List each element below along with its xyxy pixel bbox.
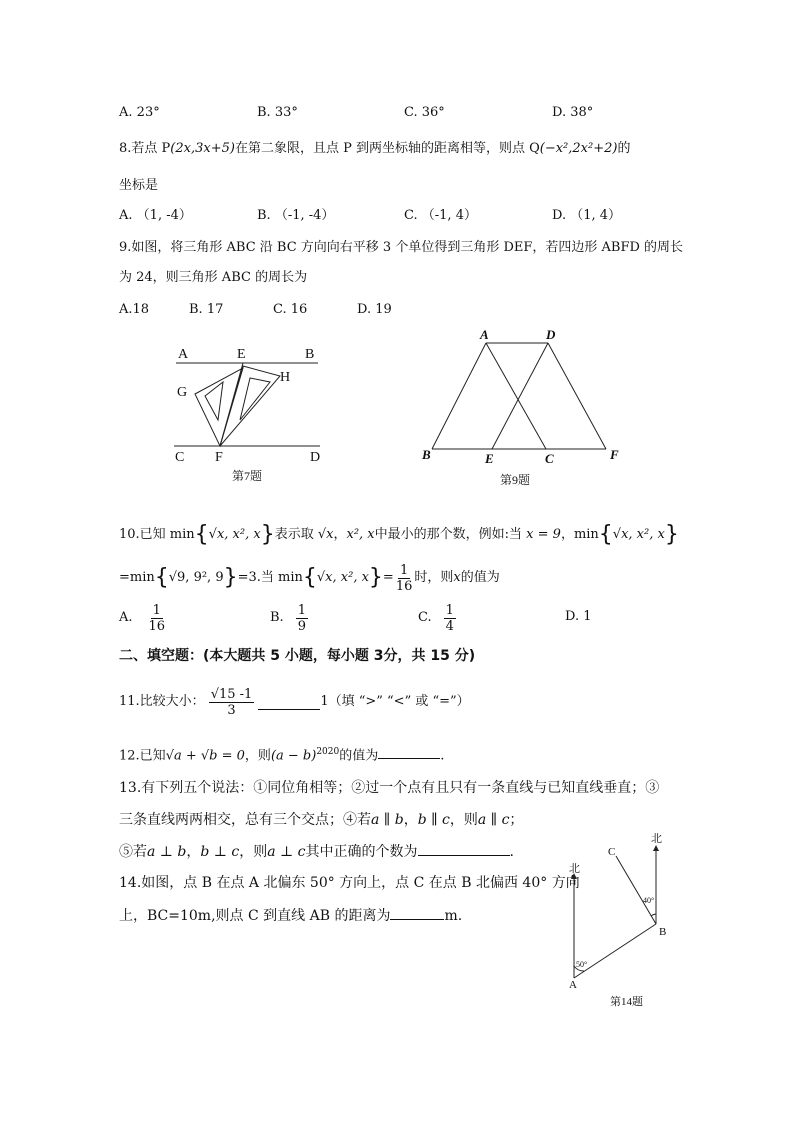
q10-stem-line1: 10.已知 min{√x, x², x}表示取 √x，x², x中最小的那个数，例如:当 x = 9，min{√x, x², x} xyxy=(119,522,679,547)
fig9-label-d: D xyxy=(546,327,556,342)
figure-9 xyxy=(418,325,628,490)
angle-label-a: 50° xyxy=(576,960,588,969)
q8-option-d: D. （1, 4） xyxy=(552,208,622,223)
segment-ac xyxy=(486,343,546,449)
q9-stem-line1: 9.如图，将三角形 ABC 沿 BC 方向向右平移 3 个单位得到三角形 DEF，若四边形 ABFD 的周长 xyxy=(119,240,684,255)
q10-option-b: B. $\frac{1}{9}$ xyxy=(270,602,306,634)
q14-answer-blank[interactable] xyxy=(390,905,444,920)
q9-stem-line2: 为 24，则三角形 ABC 的周长为 xyxy=(119,270,308,285)
fig9-label-f: F xyxy=(610,447,619,462)
north-label-a: 北 xyxy=(569,863,580,875)
fig9-label-e: E xyxy=(485,451,494,466)
segment-ab xyxy=(574,924,656,978)
angle-arc-b xyxy=(651,914,656,916)
fig14-label-a: A xyxy=(569,979,577,991)
q14-stem-line1: 14.如图，点 B 在点 A 北偏东 50° 方向上，点 C 在点 B 北偏西 40° 方向 xyxy=(119,875,580,891)
fig7-label-f: F xyxy=(215,450,223,465)
fig7-caption: 第7题 xyxy=(232,469,263,483)
q7-option-d: D. 38° xyxy=(552,105,594,120)
q11-answer-blank[interactable] xyxy=(258,695,320,710)
q8-option-b: B. （-1, -4） xyxy=(257,208,335,223)
q9-option-b: B. 17 xyxy=(189,302,224,317)
q13-answer-blank[interactable] xyxy=(418,841,510,856)
q9-option-c: C. 16 xyxy=(273,302,308,317)
line-ef xyxy=(220,363,243,446)
q9-option-d: D. 19 xyxy=(357,302,392,317)
fig9-label-c: C xyxy=(545,451,554,466)
q8-stem-line2: 坐标是 xyxy=(119,178,159,193)
fig7-label-e: E xyxy=(237,347,246,362)
fig14-label-c: C xyxy=(608,846,616,858)
segment-de xyxy=(492,343,548,449)
q7-option-a: A. 23° xyxy=(119,105,160,120)
fig9-label-b: B xyxy=(422,447,431,462)
fig7-label-d: D xyxy=(310,450,321,465)
segment-ab xyxy=(432,343,486,449)
set-square-left xyxy=(195,368,243,446)
fig9-label-a: A xyxy=(480,327,489,342)
fig7-label-b: B xyxy=(305,347,315,362)
segment-df xyxy=(548,343,606,449)
q12-stem: 12.已知√a + √b = 0，则$(a - b)^{2020}$的值为 . xyxy=(119,743,444,765)
q10-fraction: $\frac{1}{16}$ xyxy=(395,562,413,594)
q13-stem-line2: 三条直线两两相交，总有三个交点；④若a ∥ b，b ∥ c，则a ∥ c； xyxy=(119,812,524,828)
angle-label-b: 40° xyxy=(643,896,655,905)
section-fill-in-heading: 二、填空题：(本大题共 5 小题，每小题 3分，共 15 分) xyxy=(119,648,476,664)
figure-7 xyxy=(168,338,358,488)
q13-stem-line3: ⑤若a ⊥ b，b ⊥ c，则a ⊥ c其中正确的个数为 . xyxy=(119,841,514,862)
q7-option-b: B. 33° xyxy=(257,105,298,120)
fig14-label-b: B xyxy=(659,926,667,938)
q7-option-c: C. 36° xyxy=(404,105,445,120)
q8-option-c: C. （-1, 4） xyxy=(404,208,477,223)
q8-option-a: A. （1, -4） xyxy=(119,208,192,223)
fig7-label-c: C xyxy=(175,450,185,465)
figure-14 xyxy=(560,828,695,1013)
q13-stem-line1: 13.有下列五个说法：①同位角相等；②过一个点有且只有一条直线与已知直线垂直；③ xyxy=(119,780,660,796)
segment-bc xyxy=(616,856,656,924)
q10-option-c: C. $\frac{1}{4}$ xyxy=(418,602,454,634)
set-square-right-inner xyxy=(240,378,270,420)
set-square-left-inner xyxy=(205,382,223,420)
fig9-caption: 第9题 xyxy=(500,473,531,487)
q14-stem-line2: 上，BC=10m,则点 C 到直线 AB 的距离为 m. xyxy=(119,905,462,926)
q10-option-d: D. 1 xyxy=(565,609,592,624)
q8-stem-line1: 8.若点 P(2x,3x+5)在第二象限，且点 P 到两坐标轴的距离相等，则点 Q(−x²,2x²+2)的 xyxy=(119,141,631,156)
q10-stem-line2: =min { √9, 9², 9 } =3.当 min { √x, x², x } = $\frac{1}{16}$ 时，则 x 的值为 xyxy=(119,562,500,594)
fig14-caption: 第14题 xyxy=(610,996,643,1008)
q11-stem: 11.比较大小： $\frac{√15 -1}{3}$ 1（填 “>” “<” 或 “=”） xyxy=(119,686,470,718)
q10-option-a: A. $\frac{1}{16}$ xyxy=(119,602,166,634)
fig7-label-h: H xyxy=(280,370,291,385)
fig7-label-a: A xyxy=(178,347,189,362)
q9-option-a: A.18 xyxy=(119,302,150,317)
fig7-label-g: G xyxy=(177,385,188,400)
north-label-b: 北 xyxy=(651,833,662,845)
q12-answer-blank[interactable] xyxy=(378,744,440,759)
q11-fraction: $\frac{√15 -1}{3}$ xyxy=(210,686,253,718)
